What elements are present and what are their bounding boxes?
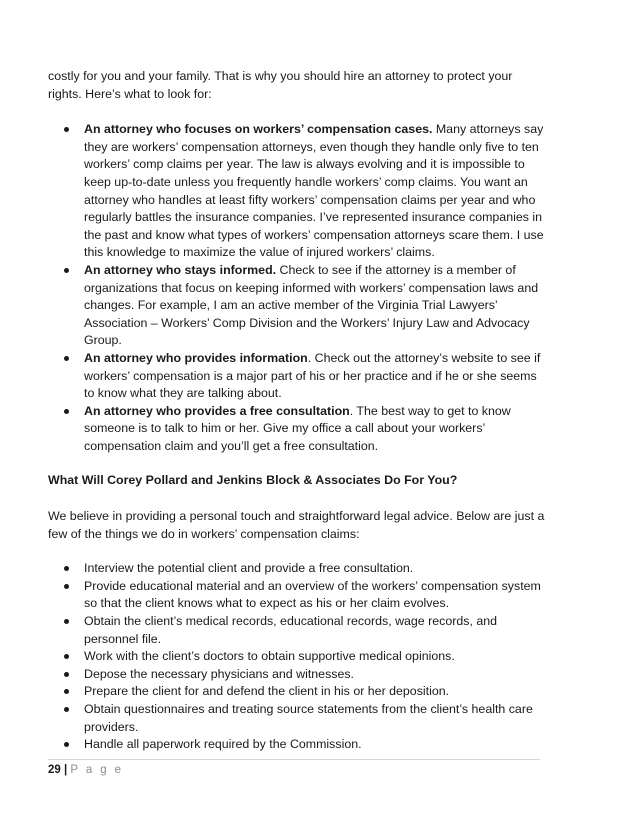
service-text: Provide educational material and an overview of the workers’ compensation system so that the client knows what to expect as his or her claim evolves. [84, 578, 541, 611]
bullet-icon [64, 127, 69, 132]
list-item [48, 121, 546, 262]
list-item [48, 350, 546, 403]
bullet-icon [64, 689, 69, 694]
list-item [48, 736, 546, 754]
list-item [48, 666, 546, 684]
criterion-text: . The best way to get to know someone is to talk to him or her. Give my office a call about your workers’ compensation claim and you’ll get a free consultation. [84, 403, 511, 453]
service-text: Interview the potential client and provide a free consultation. [84, 561, 414, 576]
bullet-icon [64, 409, 69, 414]
bullet-icon [64, 654, 69, 659]
belief-paragraph: We believe in providing a personal touch and straightforward legal advice. Below are just a few of the things we do in workers’ compensation claims: [48, 509, 545, 541]
bullet-icon [64, 566, 69, 571]
service-text: Obtain questionnaires and treating source statements from the client’s health care providers. [84, 702, 533, 734]
bullet-icon [64, 268, 69, 273]
service-text: Depose the necessary physicians and witnesses. [84, 666, 354, 681]
criterion-title: An attorney who provides a free consultation [84, 403, 350, 418]
criterion-text: Many attorneys say they are workers’ compensation attorneys, even though they handle only five to ten workers’ comp claims per year. The law is always evolving and it is impossible to keep up-to-date unless you frequently handle workers’ comp claims. You want an attorney who handles at least fifty workers’ compensation claims per year and who regularly battles the insurance companies. I’ve represented insurance companies in the past and know what types of workers’ compensation attorneys scare them. I use this knowledge to maximize the value of injured workers’ claims. [84, 122, 544, 260]
criterion-text: . Check out the attorney’s website to see if workers’ compensation is a major part of his or her practice and if he or she seems to know what they are talking about. [84, 350, 541, 401]
footer-separator: | [64, 764, 68, 776]
section-heading: What Will Corey Pollard and Jenkins Block & Associates Do For You? [48, 473, 458, 488]
list-item [48, 683, 546, 701]
bullet-icon [64, 672, 69, 677]
criterion-title: An attorney who provides information [84, 350, 308, 365]
bullet-icon [64, 356, 69, 361]
service-text: Obtain the client’s medical records, educational records, wage records, and personnel file. [84, 614, 498, 646]
services-list [48, 560, 546, 754]
bullet-icon [64, 584, 69, 589]
page-label: P a g e [70, 764, 124, 776]
bullet-icon [64, 707, 69, 712]
bullet-icon [64, 619, 69, 624]
list-item [48, 403, 546, 456]
bullet-icon [64, 742, 69, 747]
list-item [48, 560, 546, 578]
attorney-criteria-list [48, 121, 546, 455]
intro-paragraph: costly for you and your family. That is why you should hire an attorney to protect your rights. Here’s what to look for: [48, 69, 513, 101]
criterion-title: An attorney who stays informed. [84, 262, 277, 277]
list-item [48, 648, 546, 666]
page-number: 29 [48, 764, 61, 776]
service-text: Prepare the client for and defend the client in his or her deposition. [84, 684, 450, 699]
criterion-title: An attorney who focuses on workers’ compensation cases. [84, 122, 433, 137]
criterion-text: Check to see if the attorney is a member of organizations that focus on keeping informed with workers’ compensation laws and changes. For example, I am an active member of the Virginia Trial Lawyers’ Association – Workers’ Comp Division and the Workers’ Injury Law and Advocacy Group. [84, 262, 539, 348]
service-text: Handle all paperwork required by the Commission. [84, 737, 362, 752]
list-item [48, 613, 546, 648]
list-item [48, 701, 546, 736]
service-text: Work with the client’s doctors to obtain supportive medical opinions. [84, 649, 455, 664]
list-item [48, 578, 546, 613]
page-content [48, 68, 546, 754]
page-footer [48, 759, 540, 777]
list-item [48, 262, 546, 350]
